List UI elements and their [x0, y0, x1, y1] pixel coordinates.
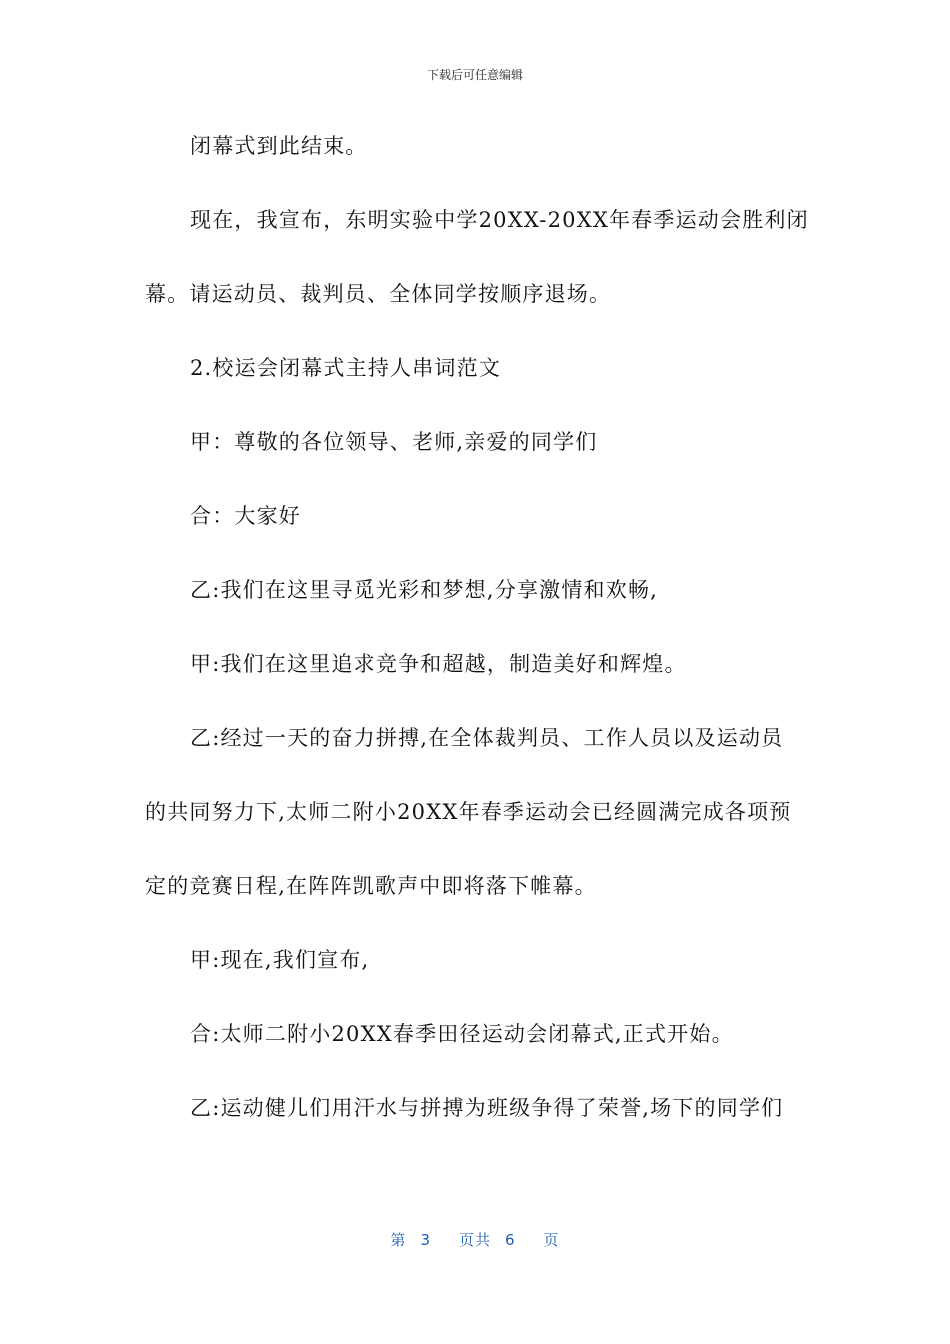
footer-suffix: 页	[543, 1231, 560, 1249]
paragraph-line: 甲：尊敬的各位领导、老师,亲爱的同学们	[190, 430, 598, 454]
paragraph-yi-1	[145, 572, 795, 609]
paragraph-line: 闭幕式到此结束。	[190, 134, 368, 158]
paragraph-announcement	[145, 202, 809, 313]
paragraph-line: 现在，我宣布，东明实验中学20XX-20XX年春季运动会胜利闭	[190, 208, 809, 232]
paragraph-together-2	[145, 1016, 795, 1053]
page-footer	[0, 1229, 950, 1250]
paragraph-line: 2.校运会闭幕式主持人串词范文	[190, 356, 502, 380]
paragraph-jia-1	[145, 646, 795, 683]
paragraph-line: 甲:现在,我们宣布,	[190, 948, 370, 972]
paragraph-line: 乙:经过一天的奋力拼搏,在全体裁判员、工作人员以及运动员	[190, 726, 784, 750]
paragraph-together	[145, 498, 795, 535]
footer-current-page: 3	[420, 1231, 431, 1249]
footer-total-pages: 6	[505, 1231, 516, 1249]
document-body	[145, 128, 809, 1164]
footer-prefix: 第	[390, 1231, 407, 1249]
paragraph-yi-2	[145, 720, 795, 905]
footer-middle: 页共	[458, 1231, 491, 1249]
paragraph-closing-end	[145, 128, 795, 165]
paragraph-line: 的共同努力下,太师二附小20XX年春季运动会已经圆满完成各项预	[145, 800, 792, 824]
paragraph-jia-2	[145, 942, 795, 979]
paragraph-line: 乙:运动健儿们用汗水与拼搏为班级争得了荣誉,场下的同学们	[190, 1096, 784, 1120]
paragraph-line: 定的竞赛日程,在阵阵凯歌声中即将落下帷幕。	[145, 874, 597, 898]
section-heading	[145, 350, 795, 387]
paragraph-line: 乙:我们在这里寻觅光彩和梦想,分享激情和欢畅,	[190, 578, 659, 602]
paragraph-line: 甲:我们在这里追求竞争和超越，制造美好和辉煌。	[190, 652, 687, 676]
paragraph-yi-3	[145, 1090, 795, 1127]
paragraph-line: 合:太师二附小20XX春季田径运动会闭幕式,正式开始。	[190, 1022, 734, 1046]
paragraph-line: 幕。请运动员、裁判员、全体同学按顺序退场。	[145, 282, 612, 306]
paragraph-line: 合：大家好	[190, 504, 301, 528]
paragraph-greeting	[145, 424, 795, 461]
page-header: 下载后可任意编辑	[426, 68, 523, 82]
